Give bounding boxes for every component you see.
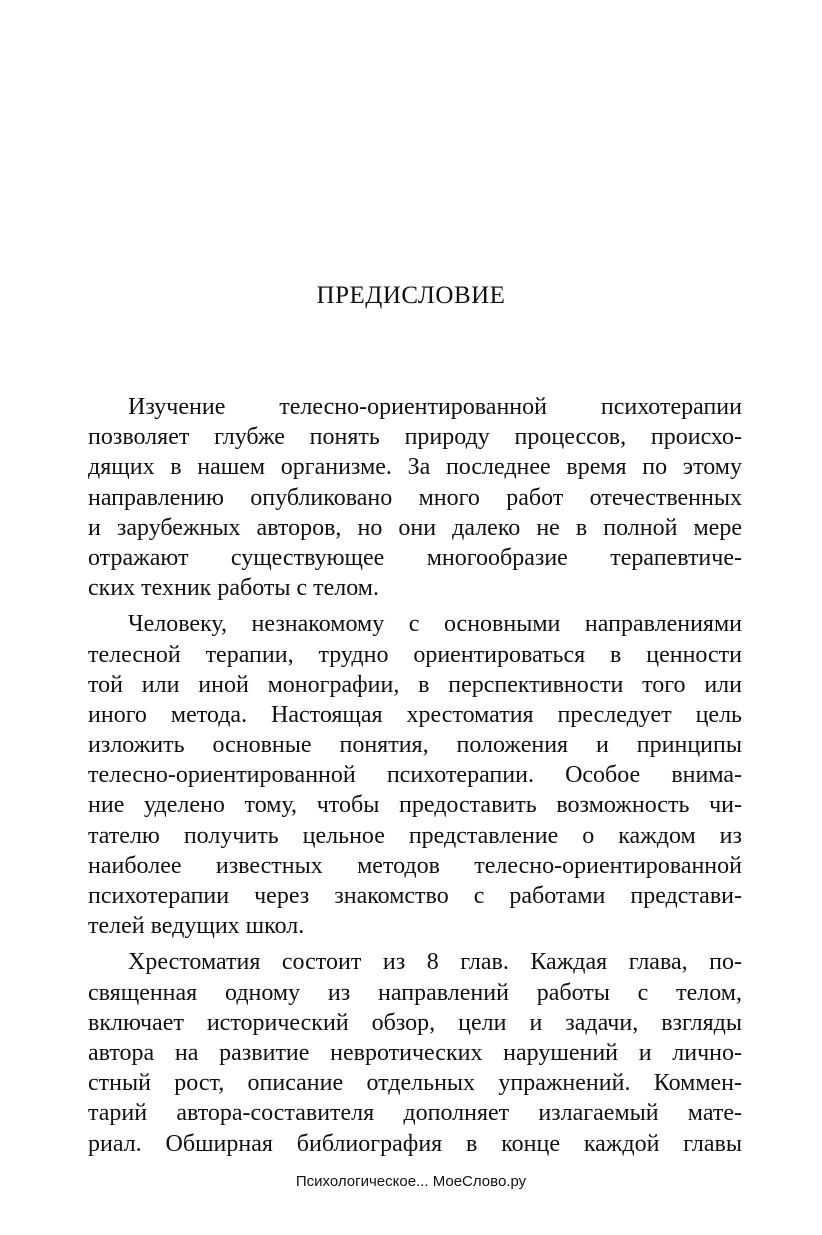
text-line: Человеку, незнакомому с основными направлениями [128,611,742,638]
text-line: позволяет глубже понять природу процессов, происхо- [88,424,742,451]
page-footer: Психологическое... МоеСлово.ру [295,1173,527,1190]
text-line: наиболее известных методов телесно-ориентированной [88,852,742,879]
text-line: автора на развитие невротических нарушений и лично- [88,1039,742,1066]
text-line: отражают существующее многообразие терапевтиче- [88,544,742,571]
text-line: телесно-ориентированной психотерапии. Особое внима- [88,762,742,789]
text-line: стный рост, описание отдельных упражнений. Коммен- [88,1070,742,1097]
text-line: священная одному из направлений работы с телом, [88,979,742,1006]
text-line: иного метода. Настоящая хрестоматия преследует цель [88,701,742,728]
text-line: включает исторический обзор, цели и задачи, взгляды [88,1009,742,1036]
text-line: ние уделено тому, чтобы предоставить возможность чи- [88,792,742,819]
text-line: психотерапии через знакомство с работами представи- [88,883,742,909]
text-line: телей ведущих школ. [88,913,305,940]
text-line: направлению опубликовано много работ отечественных [88,484,742,511]
text-line: тарий автора-составителя дополняет излагаемый мате- [88,1100,742,1127]
text-line: и зарубежных авторов, но они далеко не в полной мере [88,514,742,541]
text-line: Хрестоматия состоит из 8 глав. Каждая глава, по- [128,949,742,976]
page-title: ПРЕДИСЛОВИЕ [316,282,506,309]
text-line: риал. Обширная библиография в конце каждой главы [88,1130,742,1157]
paragraph [88,609,742,941]
body-text [88,392,742,1165]
text-line: ских техник работы с телом. [88,575,379,602]
text-line: телесной терапии, трудно ориентироваться в ценности [88,641,742,668]
text-line: той или иной монографии, в перспективности того или [88,671,742,698]
text-line: тателю получить цельное представление о каждом из [88,822,742,849]
text-line: изложить основные понятия, положения и принципы [88,732,742,759]
text-line: Изучение телесно-ориентированной психотерапии [128,394,742,420]
text-line: дящих в нашем организме. За последнее время по этому [88,454,742,481]
paragraph [88,392,742,603]
paragraph [88,947,742,1158]
